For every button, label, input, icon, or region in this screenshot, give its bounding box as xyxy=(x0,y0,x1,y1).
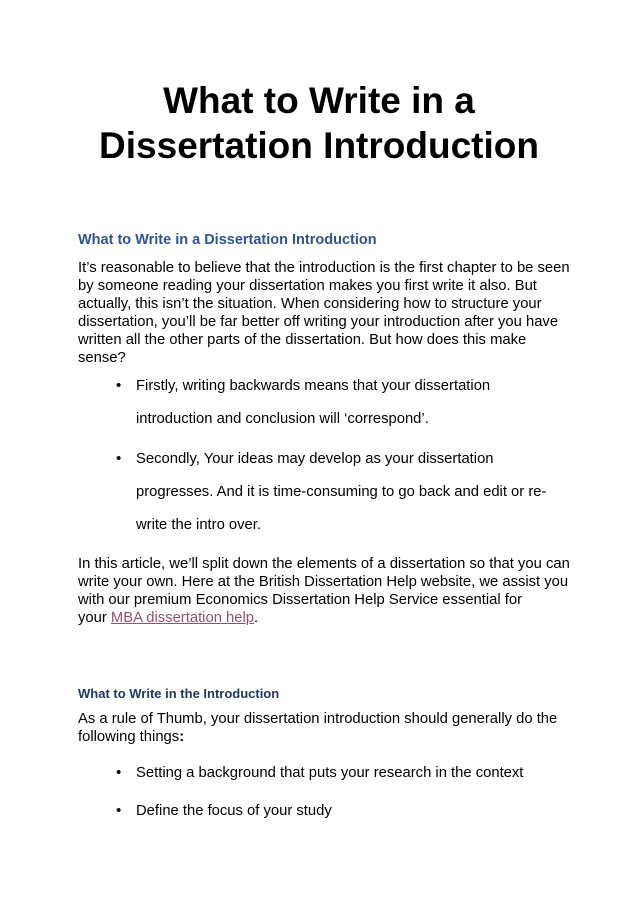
text-line: written all the other parts of the dissertation. But how does this make xyxy=(78,332,527,348)
list-item-text: write the intro over. xyxy=(136,517,262,533)
text-line: sense? xyxy=(78,350,126,366)
page-title-line-2: Dissertation Introduction xyxy=(99,125,539,166)
text-line: actually, this isn’t the situation. When considering how to structure your xyxy=(78,296,542,312)
text-line: It’s reasonable to believe that the introduction is the first chapter to be seen xyxy=(78,260,570,276)
text-fragment: . xyxy=(254,610,259,626)
list-item-text: introduction and conclusion will ‘correspond’. xyxy=(136,411,429,427)
list-item-text: Firstly, writing backwards means that your dissertation xyxy=(136,378,491,394)
text-fragment: following things xyxy=(78,729,180,745)
section-heading-1: What to Write in a Dissertation Introduction xyxy=(78,232,377,248)
mba-dissertation-help-link[interactable]: MBA dissertation help xyxy=(110,610,255,626)
text-line: dissertation, you’ll be far better off writing your introduction after you have xyxy=(78,314,559,330)
text-fragment: your xyxy=(78,610,111,626)
text-line: In this article, we’ll split down the elements of a dissertation so that you can xyxy=(78,556,570,572)
outro-paragraph xyxy=(78,555,568,627)
text-line: write your own. Here at the British Dissertation Help website, we assist you xyxy=(78,574,569,590)
section-heading-2: What to Write in the Introduction xyxy=(78,686,280,701)
list-item-text: progresses. And it is time-consuming to go back and edit or re- xyxy=(136,484,547,500)
bullet-icon: • xyxy=(116,377,122,394)
text-line xyxy=(78,728,568,746)
bullet-icon: • xyxy=(116,764,122,781)
text-line: by someone reading your dissertation makes you first write it also. But xyxy=(78,278,537,294)
page-title-line-1: What to Write in a xyxy=(163,80,475,121)
list-item-text: Secondly, Your ideas may develop as your dissertation xyxy=(136,451,494,467)
text-line: As a rule of Thumb, your dissertation introduction should generally do the xyxy=(78,711,558,727)
bullet-icon: • xyxy=(116,802,122,819)
list-item-text: Define the focus of your study xyxy=(136,803,332,819)
list-item-text: Setting a background that puts your research in the context xyxy=(136,765,524,781)
text-fragment-bold: : xyxy=(179,729,185,745)
intro-paragraph xyxy=(78,259,568,367)
bullet-icon: • xyxy=(116,450,122,467)
text-line xyxy=(78,609,568,627)
page-title xyxy=(0,78,638,168)
section2-intro-paragraph xyxy=(78,710,568,746)
text-line: with our premium Economics Dissertation Help Service essential for xyxy=(78,592,523,608)
